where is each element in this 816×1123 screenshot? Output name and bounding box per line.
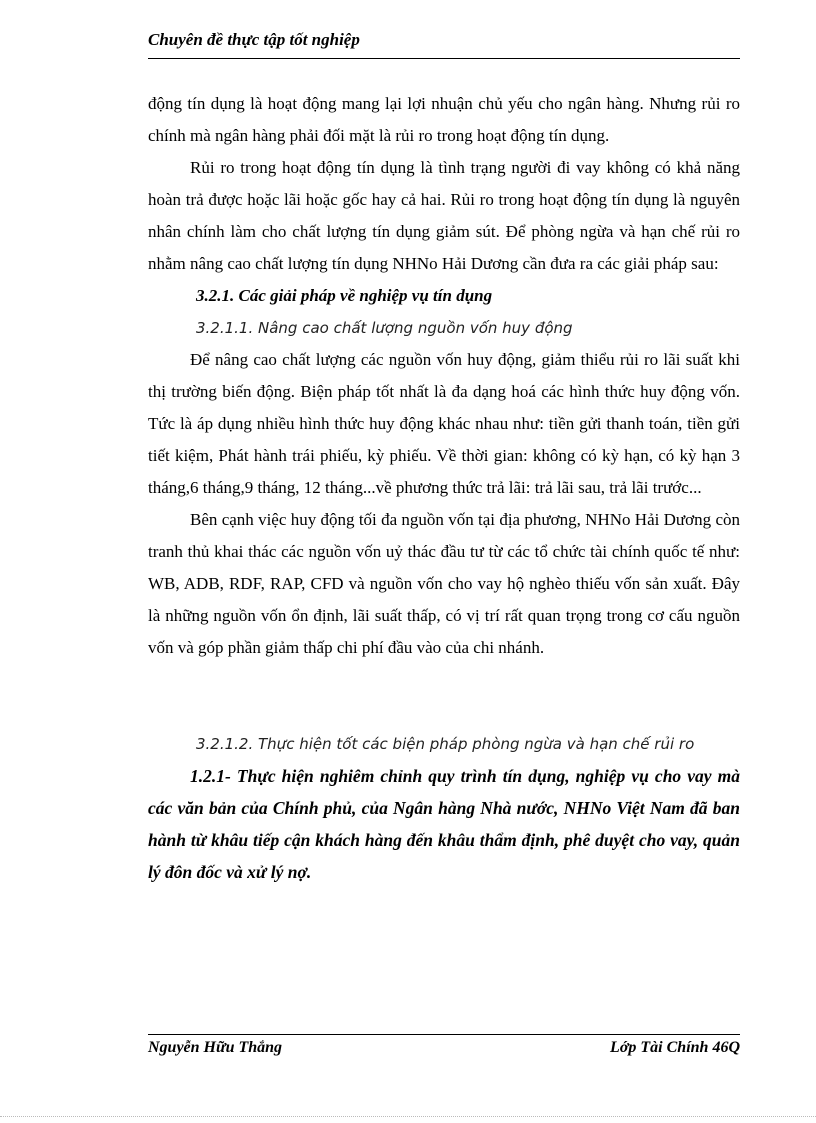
footer-author: Nguyễn Hữu Thắng xyxy=(148,1039,283,1056)
subsection-heading-3-2-1-2: 3.2.1.2. Thực hiện tốt các biện pháp phòng ngừa và hạn chế rủi ro xyxy=(196,735,695,753)
section-heading-3-2-1: 3.2.1. Các giải pháp về nghiệp vụ tín dụng xyxy=(196,286,493,305)
paragraph-2: Rủi ro trong hoạt động tín dụng là tình trạng người đi vay không có khả năng hoàn trả được hoặc lãi hoặc gốc hay cả hai. Rủi ro trong hoạt động tín dụng là nguyên nhân chính làm cho chất lượng tín dụng giảm sút. Để phòng ngừa và hạn chế rủi ro nhằm nâng cao chất lượng tín dụng NHNo Hải Dương cần đưa ra các giải pháp sau: xyxy=(148,158,740,273)
document-body xyxy=(148,88,740,888)
page-footer xyxy=(148,1034,740,1061)
blank-space xyxy=(148,664,740,728)
page-edge-divider xyxy=(0,1116,816,1117)
paragraph-1: động tín dụng là hoạt động mang lại lợi nhuận chủ yếu cho ngân hàng. Nhưng rủi ro chính mà ngân hàng phải đối mặt là rủi ro trong hoạt động tín dụng. xyxy=(148,94,740,145)
header-title: Chuyên đề thực tập tốt nghiệp xyxy=(148,30,360,49)
paragraph-4: Bên cạnh việc huy động tối đa nguồn vốn tại địa phương, NHNo Hải Dương còn tranh thủ khai thác các nguồn vốn uỷ thác đầu tư từ các tổ chức tài chính quốc tế như: WB, ADB, RDF, RAP, CFD và nguồn vốn cho vay hộ nghèo thiếu vốn sản xuất. Đây là những nguồn vốn ổn định, lãi suất thấp, có vị trí rất quan trọng trong cơ cấu nguồn vốn và góp phần giảm thấp chi phí đầu vào của chi nhánh. xyxy=(148,510,740,657)
paragraph-3: Để nâng cao chất lượng các nguồn vốn huy động, giảm thiểu rủi ro lãi suất khi thị trường biến động. Biện pháp tốt nhất là đa dạng hoá các hình thức huy động vốn. Tức là áp dụng nhiều hình thức huy động khác nhau như: tiền gửi thanh toán, tiền gửi tiết kiệm, Phát hành trái phiếu, kỳ phiếu. Về thời gian: không có kỳ hạn, có kỳ hạn 3 tháng,6 tháng,9 tháng, 12 tháng...về phương thức trả lãi: trả lãi sau, trả lãi trước... xyxy=(148,350,740,497)
paragraph-5-bold: 1.2.1- Thực hiện nghiêm chỉnh quy trình tín dụng, nghiệp vụ cho vay mà các văn bản của Chính phủ, của Ngân hàng Nhà nước, NHNo Việt Nam đã ban hành từ khâu tiếp cận khách hàng đến khâu thẩm định, phê duyệt cho vay, quản lý đôn đốc và xử lý nợ. xyxy=(148,766,740,882)
page-header xyxy=(148,28,740,59)
subsection-heading-3-2-1-1: 3.2.1.1. Nâng cao chất lượng nguồn vốn huy động xyxy=(196,319,573,337)
footer-class: Lớp Tài Chính 46Q xyxy=(610,1039,740,1056)
